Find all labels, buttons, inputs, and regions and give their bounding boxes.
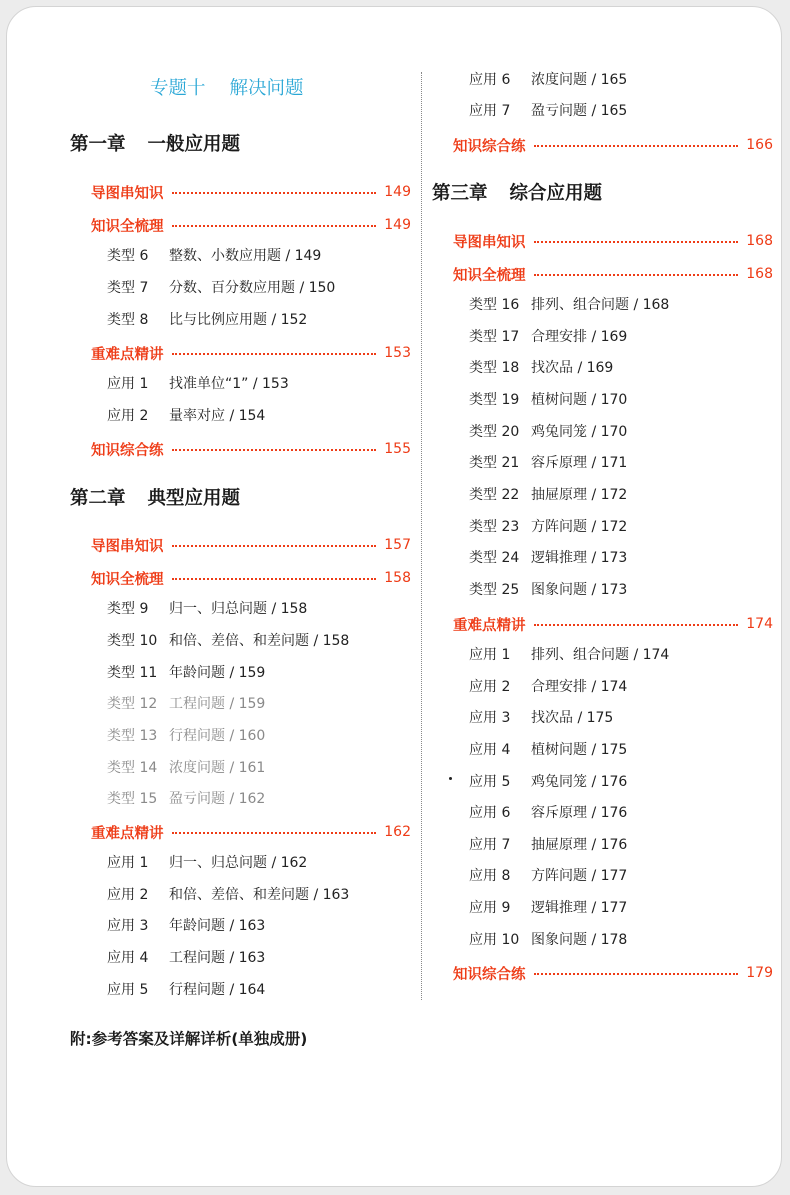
- section-label: 导图串知识: [91, 185, 164, 202]
- toc-entry[interactable]: [469, 547, 627, 569]
- toc-entry[interactable]: [469, 897, 627, 919]
- entry-kind: 应用 2: [469, 679, 511, 695]
- entry-text: 行程问题 / 164: [169, 982, 266, 998]
- toc-entry[interactable]: [469, 834, 627, 856]
- entry-text: 图象问题 / 178: [531, 932, 628, 948]
- entry-text: 植树问题 / 170: [531, 392, 628, 408]
- section-page: 158: [384, 570, 411, 586]
- toc-entry[interactable]: [469, 326, 627, 348]
- entry-kind: 类型 22: [469, 487, 520, 503]
- topic-label: 专题十: [150, 78, 206, 99]
- chapter-label: 第三章: [432, 183, 488, 204]
- entry-text: 年龄问题 / 159: [169, 665, 266, 681]
- toc-entry[interactable]: [469, 421, 627, 443]
- toc-entry[interactable]: [107, 309, 307, 331]
- entry-text: 工程问题 / 163: [169, 950, 266, 966]
- toc-entry[interactable]: [469, 644, 669, 666]
- toc-entry[interactable]: [107, 245, 321, 267]
- entry-text: 归一、归总问题 / 158: [169, 601, 308, 617]
- entry-kind: 应用 7: [469, 837, 511, 853]
- entry-kind: 应用 9: [469, 900, 511, 916]
- entry-text: 浓度问题 / 165: [531, 72, 628, 88]
- toc-entry[interactable]: [107, 662, 265, 684]
- section-label: 导图串知识: [453, 234, 526, 251]
- entry-text: 比与比例应用题 / 152: [169, 312, 308, 328]
- entry-text: 合理安排 / 174: [531, 679, 628, 695]
- toc-entry[interactable]: [107, 373, 289, 395]
- entry-text: 盈亏问题 / 165: [531, 103, 628, 119]
- entry-kind: 应用 1: [107, 855, 149, 871]
- column-divider: [421, 72, 422, 1000]
- toc-entry[interactable]: [469, 865, 627, 887]
- toc-section[interactable]: [453, 612, 773, 636]
- entry-text: 排列、组合问题 / 168: [531, 297, 670, 313]
- entry-text: 方阵问题 / 172: [531, 519, 628, 535]
- section-page: 149: [384, 184, 411, 200]
- leader-dots: [172, 192, 377, 194]
- print-speck: [449, 777, 452, 780]
- leader-dots: [534, 624, 739, 626]
- section-label: 知识综合练: [453, 138, 526, 155]
- toc-section[interactable]: [91, 437, 411, 461]
- entry-kind: 应用 10: [469, 932, 520, 948]
- toc-entry[interactable]: [469, 802, 627, 824]
- section-label: 知识全梳理: [91, 218, 164, 235]
- leader-dots: [172, 225, 377, 227]
- leader-dots: [534, 973, 739, 975]
- entry-kind: 应用 8: [469, 868, 511, 884]
- toc-entry[interactable]: [107, 630, 349, 652]
- entry-kind: 类型 18: [469, 360, 520, 376]
- section-label: 知识全梳理: [91, 571, 164, 588]
- toc-section[interactable]: [453, 262, 773, 286]
- entry-text: 抽屉原理 / 172: [531, 487, 628, 503]
- toc-entry[interactable]: [107, 852, 307, 874]
- section-label: 重难点精讲: [91, 346, 164, 363]
- toc-entry[interactable]: [469, 929, 627, 951]
- section-label: 重难点精讲: [453, 617, 526, 634]
- entry-text: 年龄问题 / 163: [169, 918, 266, 934]
- entry-kind: 类型 14: [107, 760, 158, 776]
- section-page: 157: [384, 537, 411, 553]
- entry-text: 量率对应 / 154: [169, 408, 266, 424]
- entry-text: 逻辑推理 / 177: [531, 900, 628, 916]
- toc-entry[interactable]: [469, 100, 627, 122]
- toc-entry[interactable]: [107, 277, 335, 299]
- section-page: 168: [746, 233, 773, 249]
- entry-kind: 类型 20: [469, 424, 520, 440]
- leader-dots: [172, 545, 377, 547]
- chapter-label: 第一章: [70, 134, 126, 155]
- section-page: 174: [746, 616, 773, 632]
- toc-entry[interactable]: [107, 884, 349, 906]
- section-page: 166: [746, 137, 773, 153]
- entry-kind: 应用 6: [469, 72, 511, 88]
- entry-text: 鸡兔同笼 / 170: [531, 424, 628, 440]
- entry-kind: 类型 23: [469, 519, 520, 535]
- section-page: 168: [746, 266, 773, 282]
- toc-entry[interactable]: [107, 693, 265, 715]
- entry-text: 合理安排 / 169: [531, 329, 628, 345]
- leader-dots: [172, 578, 377, 580]
- leader-dots: [172, 832, 377, 834]
- entry-text: 盈亏问题 / 162: [169, 791, 266, 807]
- toc-section[interactable]: [453, 229, 773, 253]
- entry-text: 工程问题 / 159: [169, 696, 266, 712]
- toc-section[interactable]: [453, 961, 773, 985]
- chapter-2-heading: [70, 484, 240, 510]
- entry-kind: 类型 21: [469, 455, 520, 471]
- chapter-title: 综合应用题: [509, 183, 603, 204]
- toc-entry[interactable]: [469, 484, 627, 506]
- entry-text: 抽屉原理 / 176: [531, 837, 628, 853]
- toc-entry[interactable]: [107, 788, 265, 810]
- section-label: 知识全梳理: [453, 267, 526, 284]
- toc-entry[interactable]: [469, 579, 627, 601]
- entry-kind: 应用 5: [107, 982, 149, 998]
- toc-entry[interactable]: [107, 915, 265, 937]
- entry-text: 排列、组合问题 / 174: [531, 647, 670, 663]
- entry-kind: 类型 7: [107, 280, 149, 296]
- section-label: 重难点精讲: [91, 825, 164, 842]
- entry-kind: 类型 10: [107, 633, 158, 649]
- leader-dots: [534, 145, 739, 147]
- entry-kind: 应用 7: [469, 103, 511, 119]
- entry-kind: 应用 4: [107, 950, 149, 966]
- entry-text: 行程问题 / 160: [169, 728, 266, 744]
- toc-section[interactable]: [91, 820, 411, 844]
- entry-kind: 类型 12: [107, 696, 158, 712]
- toc-entry[interactable]: [469, 707, 613, 729]
- toc-entry[interactable]: [469, 452, 627, 474]
- entry-text: 整数、小数应用题 / 149: [169, 248, 322, 264]
- entry-kind: 应用 3: [469, 710, 511, 726]
- section-page: 155: [384, 441, 411, 457]
- toc-section[interactable]: [91, 566, 411, 590]
- entry-kind: 类型 6: [107, 248, 149, 264]
- section-page: 162: [384, 824, 411, 840]
- toc-entry[interactable]: [469, 357, 613, 379]
- entry-text: 和倍、差倍、和差问题 / 163: [169, 887, 350, 903]
- entry-text: 容斥原理 / 176: [531, 805, 628, 821]
- entry-text: 找准单位“1” / 153: [169, 376, 289, 392]
- toc-section[interactable]: [453, 133, 773, 157]
- entry-kind: 应用 6: [469, 805, 511, 821]
- toc-section[interactable]: [91, 180, 411, 204]
- entry-text: 归一、归总问题 / 162: [169, 855, 308, 871]
- entry-kind: 应用 2: [107, 408, 149, 424]
- toc-entry[interactable]: [469, 69, 627, 91]
- entry-text: 浓度问题 / 161: [169, 760, 266, 776]
- chapter-title: 典型应用题: [147, 488, 241, 509]
- section-label: 导图串知识: [91, 538, 164, 555]
- toc-entry[interactable]: [107, 725, 265, 747]
- entry-kind: 类型 17: [469, 329, 520, 345]
- entry-kind: 应用 4: [469, 742, 511, 758]
- toc-section[interactable]: [91, 341, 411, 365]
- entry-kind: 类型 15: [107, 791, 158, 807]
- toc-section[interactable]: [91, 533, 411, 557]
- toc-entry[interactable]: [107, 598, 307, 620]
- entry-kind: 应用 3: [107, 918, 149, 934]
- toc-entry[interactable]: [469, 676, 627, 698]
- entry-kind: 类型 8: [107, 312, 149, 328]
- entry-kind: 类型 9: [107, 601, 149, 617]
- leader-dots: [534, 274, 739, 276]
- entry-text: 图象问题 / 173: [531, 582, 628, 598]
- chapter-title: 一般应用题: [147, 134, 241, 155]
- entry-kind: 类型 25: [469, 582, 520, 598]
- entry-text: 分数、百分数应用题 / 150: [169, 280, 336, 296]
- entry-text: 和倍、差倍、和差问题 / 158: [169, 633, 350, 649]
- toc-entry[interactable]: [469, 739, 627, 761]
- topic-title: 解决问题: [229, 78, 304, 99]
- entry-text: 方阵问题 / 177: [531, 868, 628, 884]
- entry-text: 逻辑推理 / 173: [531, 550, 628, 566]
- toc-entry[interactable]: [107, 405, 265, 427]
- entry-kind: 应用 1: [469, 647, 511, 663]
- entry-text: 植树问题 / 175: [531, 742, 628, 758]
- toc-entry[interactable]: [107, 979, 265, 1001]
- appendix-note: 附:参考答案及详解详析(单独成册): [70, 1030, 308, 1048]
- entry-kind: 类型 16: [469, 297, 520, 313]
- section-page: 179: [746, 965, 773, 981]
- entry-kind: 类型 13: [107, 728, 158, 744]
- entry-kind: 应用 5: [469, 774, 511, 790]
- entry-kind: 类型 11: [107, 665, 158, 681]
- toc-entry[interactable]: [469, 516, 627, 538]
- toc-entry[interactable]: [469, 389, 627, 411]
- leader-dots: [172, 449, 377, 451]
- entry-text: 找次品 / 175: [531, 710, 614, 726]
- chapter-1-heading: [70, 130, 240, 156]
- leader-dots: [172, 353, 377, 355]
- entry-text: 鸡兔同笼 / 176: [531, 774, 628, 790]
- toc-section[interactable]: [91, 213, 411, 237]
- chapter-label: 第二章: [70, 488, 126, 509]
- chapter-3-heading: [432, 179, 602, 205]
- section-page: 153: [384, 345, 411, 361]
- toc-entry[interactable]: [469, 294, 669, 316]
- entry-kind: 类型 24: [469, 550, 520, 566]
- section-label: 知识综合练: [91, 442, 164, 459]
- entry-kind: 应用 1: [107, 376, 149, 392]
- section-page: 149: [384, 217, 411, 233]
- leader-dots: [534, 241, 739, 243]
- toc-entry[interactable]: [107, 757, 265, 779]
- entry-text: 找次品 / 169: [531, 360, 614, 376]
- toc-entry[interactable]: [107, 947, 265, 969]
- entry-kind: 类型 19: [469, 392, 520, 408]
- entry-text: 容斥原理 / 171: [531, 455, 628, 471]
- entry-kind: 应用 2: [107, 887, 149, 903]
- topic-heading: [150, 74, 304, 100]
- section-label: 知识综合练: [453, 966, 526, 983]
- toc-entry[interactable]: [469, 771, 627, 793]
